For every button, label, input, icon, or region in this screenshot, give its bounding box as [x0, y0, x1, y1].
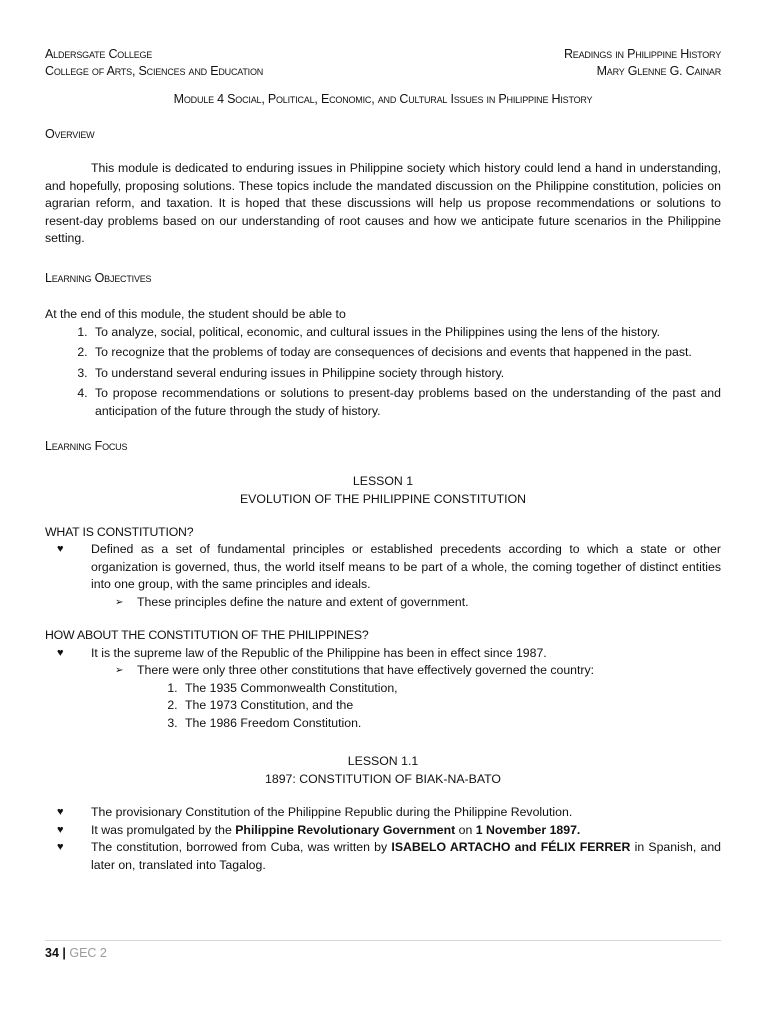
- institution-name: Aldersgate College: [45, 47, 153, 61]
- heart-bullet-icon: ♥: [57, 823, 64, 836]
- page-number: 34: [45, 946, 59, 960]
- header-row-2: [45, 63, 721, 80]
- footer-course-code: GEC 2: [69, 946, 107, 960]
- sub-list-item: [45, 662, 721, 680]
- objectives-intro: At the end of this module, the student should be able to: [45, 307, 346, 321]
- overview-text: This module is dedicated to enduring issues in Philippine society which history could lend a hand in understanding, and hopefully, proposing solutions. These topics include the mandated discussion on the Philippine constitution, policies on agrarian reform, and taxation. It is hoped that these discussions will help us propose recommendations or solutions to resent-day problems based on our understanding of root causes and how we anticipate future scenarios in the Philippine setting.: [45, 161, 721, 245]
- bullet-text: The provisionary Constitution of the Philippine Republic during the Philippine Revolution.: [91, 805, 573, 819]
- author-name: Mary Glenne G. Cainar: [596, 64, 721, 78]
- biak-na-bato-list: [45, 804, 721, 874]
- lesson11-title: 1897: CONSTITUTION OF BIAK-NA-BATO: [265, 772, 501, 786]
- objective-item: 1. To analyze, social, political, economic, and cultural issues in the Philippines using the lens of the history.: [91, 324, 721, 342]
- focus-heading: Learning Focus: [45, 439, 128, 453]
- sub-item-text: There were only three other constitutions that have effectively governed the country:: [137, 663, 595, 677]
- constitution-item: 1. The 1935 Commonwealth Constitution,: [181, 680, 721, 698]
- list-item: [45, 541, 721, 594]
- constitution-item: 2. The 1973 Constitution, and the: [181, 697, 721, 715]
- college-name: College of Arts, Sciences and Education: [45, 64, 264, 78]
- list-item: [45, 804, 721, 822]
- lesson1-title: EVOLUTION OF THE PHILIPPINE CONSTITUTION: [239, 491, 527, 506]
- promulgation-date: 1 November 1897.: [475, 822, 581, 837]
- arrow-bullet-icon: ➢: [115, 596, 124, 608]
- lesson1-heading: [45, 472, 721, 508]
- overview-heading: Overview: [45, 126, 95, 141]
- lesson11-number: LESSON 1.1: [347, 754, 419, 768]
- heart-bullet-icon: ♥: [57, 646, 64, 659]
- objective-item: 2. To recognize that the problems of today are consequences of decisions and events that happened in the past.: [91, 344, 721, 362]
- objectives-list: [45, 324, 721, 421]
- constitution-item: 3. The 1986 Freedom Constitution.: [181, 715, 721, 733]
- list-item: [45, 645, 721, 663]
- bullet-text-prefix: The constitution, borrowed from Cuba, was written by: [91, 840, 392, 854]
- sub-list-item: [45, 594, 721, 612]
- bullet-text-mid: on: [455, 822, 476, 837]
- module-title: Module 4 Social, Political, Economic, and Cultural Issues in Philippine History: [173, 92, 593, 106]
- arrow-bullet-icon: ➢: [115, 665, 124, 676]
- bullet-text-suffix: in Spanish, and later on, translated into Tagalog.: [91, 840, 721, 872]
- footer-separator: |: [58, 946, 70, 960]
- constitution-question: WHAT IS CONSTITUTION?: [45, 524, 194, 539]
- course-title: Readings in Philippine History: [563, 47, 721, 61]
- document-page: [45, 46, 721, 874]
- heart-bullet-icon: ♥: [57, 841, 64, 853]
- list-item: [45, 839, 721, 874]
- authors-names: ISABELO ARTACHO and FÉLIX FERRER: [391, 840, 631, 854]
- definition-text: Defined as a set of fundamental principles or established precedents according to which a state or other organization is governed, thus, the world itself means to be part of a whole, the coming together of distinct entities into one group, with the same principles and ideals.: [91, 542, 721, 591]
- philippine-constitution-question: HOW ABOUT THE CONSTITUTION OF THE PHILIPPINES?: [45, 628, 369, 642]
- sub-item-text: These principles define the nature and extent of government.: [137, 594, 469, 609]
- header-row-1: [45, 46, 721, 63]
- bullet-text-prefix: It was promulgated by the: [91, 822, 236, 837]
- page-footer: [45, 940, 721, 963]
- lesson11-heading: [45, 752, 721, 788]
- government-name: Philippine Revolutionary Government: [235, 822, 456, 837]
- heart-bullet-icon: ♥: [57, 543, 64, 555]
- bullet-text: It is the supreme law of the Republic of the Philippine has been in effect since 1987.: [91, 645, 547, 660]
- lesson1-number: LESSON 1: [352, 473, 414, 488]
- philippine-constitution-list: [45, 645, 721, 663]
- constitutions-list: [45, 680, 721, 733]
- list-item: [45, 822, 721, 840]
- constitution-definition-list: [45, 541, 721, 594]
- objective-item: 4. To propose recommendations or solutions to present-day problems based on the understanding of the past and anticipation of the future through the study of history.: [91, 385, 721, 420]
- objectives-heading: Learning Objectives: [45, 270, 152, 285]
- objective-item: 3. To understand several enduring issues in Philippine society through history.: [91, 365, 721, 383]
- heart-bullet-icon: ♥: [57, 806, 64, 818]
